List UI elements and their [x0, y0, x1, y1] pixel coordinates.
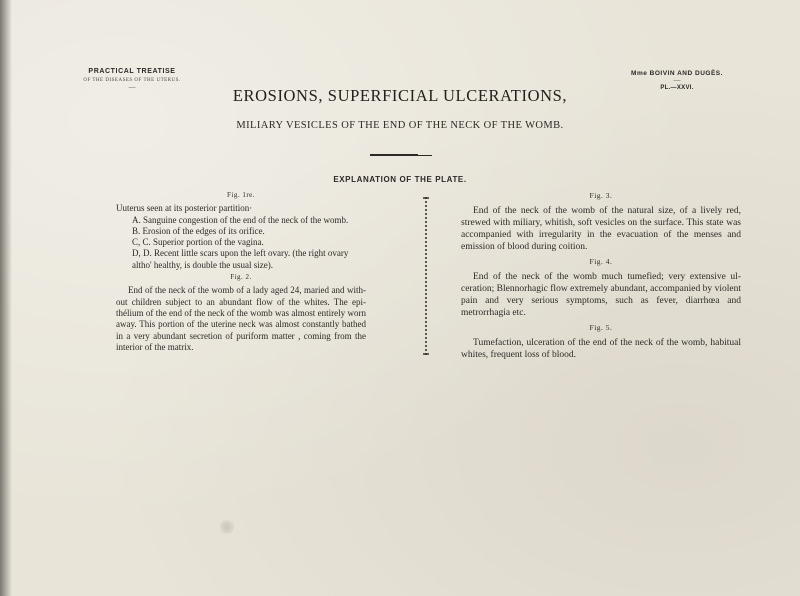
- right-column: [461, 190, 741, 361]
- fig1-intro: Uuterus seen at its posterior partition·: [116, 203, 253, 214]
- divider-tick: [423, 197, 429, 199]
- explanation-heading: EXPLANATION OF THE PLATE.: [333, 175, 467, 184]
- fig4-heading: Fig. 4.: [589, 257, 613, 266]
- fig1-legend-item: A. Sanguine congestion of the end of the neck of the womb.: [132, 214, 349, 225]
- fig1-legend-item: B. Erosion of the edges of its orifice.: [132, 225, 265, 236]
- fig4-text: End of the neck of the womb much tumefied; very extensive ul-ceration; Blennorhagic flow extremely abundant, accompanied by violent pain and very serious symptoms, such as fever, diarrhœa and metrorrhagia etc.: [461, 272, 741, 318]
- fig2-text: End of the neck of the womb of a lady aged 24, maried and with-out children subject to an abundant flow of the whites. The epi-thélium of the end of the neck of the womb was almost entirely worn away. This portion of the uterine neck was almost constantly bathed in a very abundant secretion of puriform matter , coming from the interior of the matrix.: [116, 285, 366, 352]
- divider-tick: [423, 353, 429, 355]
- title-rule-tail: [418, 155, 432, 156]
- paper-stain: [220, 520, 234, 534]
- title-rule: [370, 154, 418, 156]
- fig5-heading: Fig. 5.: [589, 323, 613, 332]
- fig3-text: End of the neck of the womb of the natural size, of a lively red, strewed with miliary, whitish, soft vesicles on the surface. This state was accompanied with irregularity in the evacuation of the menses and emission of blood during coition.: [461, 206, 741, 252]
- fig1-heading: Fig. 1re.: [226, 191, 256, 199]
- fig3-heading: Fig. 3.: [589, 191, 613, 200]
- header-right: [612, 70, 742, 91]
- page-subtitle: MILIARY VESICLES OF THE END OF THE NECK OF THE WOMB.: [236, 120, 564, 131]
- fig2-heading: Fig. 2.: [230, 273, 252, 282]
- left-column: [116, 190, 366, 353]
- header-left-dash: —: [128, 83, 136, 91]
- header-left: [62, 68, 202, 91]
- page-title: EROSIONS, SUPERFICIAL ULCERATIONS,: [232, 86, 568, 105]
- fig1-legend-item: C, C. Superior portion of the vagina.: [132, 237, 264, 248]
- header-right-dash: —: [673, 76, 681, 84]
- fig1-legend-list: [116, 215, 366, 271]
- column-divider: [425, 197, 427, 355]
- treatise-subtitle: OF THE DISEASES OF THE UTERUS.: [83, 78, 181, 83]
- fig1-legend-item: D, D. Recent little scars upon the left ovary. (the right ovary altho' healthy, is double the usual size).: [132, 248, 349, 270]
- page-edge-shadow: [0, 0, 12, 596]
- plate-number: PL.—XXVI.: [660, 85, 694, 91]
- authors: Mme BOIVIN AND DUGÈS.: [631, 70, 723, 77]
- fig5-text: Tumefaction, ulceration of the end of the neck of the womb, habitual whites, frequent loss of blood.: [461, 338, 741, 360]
- treatise-title: PRACTICAL TREATISE: [88, 68, 176, 75]
